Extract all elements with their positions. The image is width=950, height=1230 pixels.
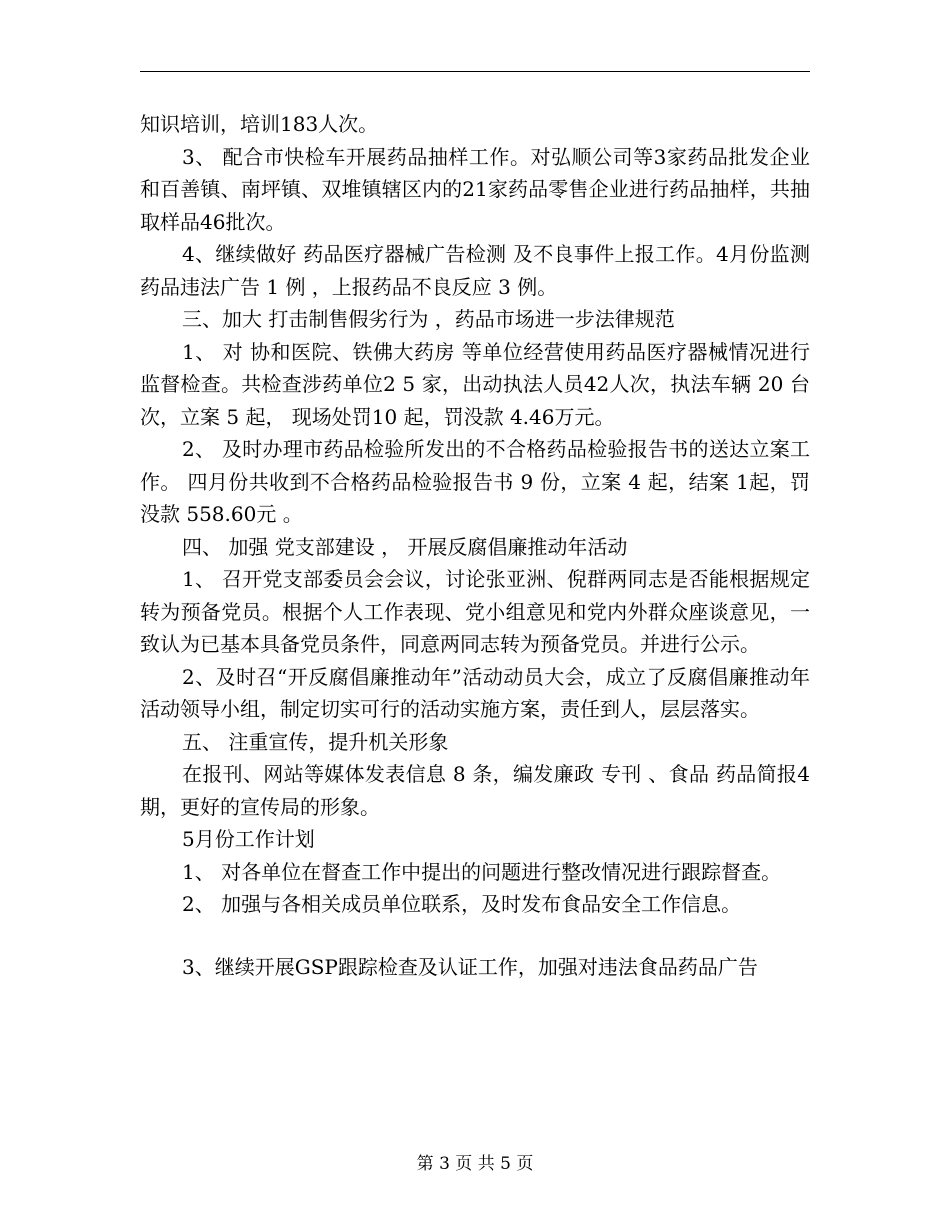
plan-item-1: 1、 对各单位在督查工作中提出的问题进行整改情况进行跟踪督查。 — [182, 859, 782, 884]
section-heading-4: 四、 加强 党支部建设 ， 开展反腐倡廉推动年活动 — [182, 534, 628, 559]
plan-item-2: 2、 加强与各相关成员单位联系，及时发布食品安全工作信息。 — [182, 892, 742, 916]
document-body — [140, 108, 810, 983]
paragraph-inspection: 1、 对 协和医院、铁佛大药房 等单位经营使用药品医疗器械情况进行监督检查。共检查涉药单位2 5 家，出动执法人员42人次，执法车辆 20 台次，立案 5 起， 现场处罚10 起，罚没款 4.46万元。 — [140, 339, 810, 429]
paragraph-publicity: 在报刊、网站等媒体发表信息 8 条，编发廉政 专刊 、食品 药品简报4 期，更好的宣传局的形象。 — [140, 762, 810, 819]
section-heading-5: 五、 注重宣传，提升机关形象 — [182, 729, 449, 754]
section-heading-3: 三、加大 打击制售假劣行为 ，药品市场进一步法律规范 — [182, 307, 675, 331]
plan-item-3: 3、继续开展GSP跟踪检查及认证工作，加强对违法食品药品广告 — [182, 954, 758, 979]
paragraph-anticorruption: 2、及时召“开反腐倡廉推动年”活动动员大会，成立了反腐倡廉推动年活动领导小组，制定切实可行的活动实施方案，责任到人，层层落实。 — [140, 664, 810, 721]
header-rule — [140, 71, 810, 72]
plan-heading: 5月份工作计划 — [182, 827, 315, 851]
paragraph-training-count: 知识培训，培训183人次。 — [140, 112, 379, 136]
paragraph-test-reports: 2、 及时办理市药品检验所发出的不合格药品检验报告书的送达立案工作。 四月份共收到不合格药品检验报告书 9 份，立案 4 起，结案 1起，罚没款 558.60元 。 — [140, 437, 810, 526]
paragraph-gap — [140, 921, 810, 951]
paragraph-sampling: 3、 配合市快检车开展药品抽样工作。对弘顺公司等3家药品批发企业和百善镇、南坪镇、双堆镇辖区内的21家药品零售企业进行药品抽样，共抽取样品46批次。 — [140, 144, 810, 234]
paragraph-party-meeting: 1、 召开党支部委员会会议，讨论张亚洲、倪群两同志是否能根据规定转为预备党员。根据个人工作表现、党小组意见和党内外群众座谈意见，一致认为已基本具备党员条件，同意两同志转为预备党员。并进行公示。 — [140, 567, 810, 656]
paragraph-ad-monitoring: 4、继续做好 药品医疗器械广告检测 及不良事件上报工作。4月份监测 药品违法广告 1 例 ，上报药品不良反应 3 例。 — [140, 242, 810, 299]
page-number-footer: 第 3 页 共 5 页 — [416, 1154, 534, 1174]
